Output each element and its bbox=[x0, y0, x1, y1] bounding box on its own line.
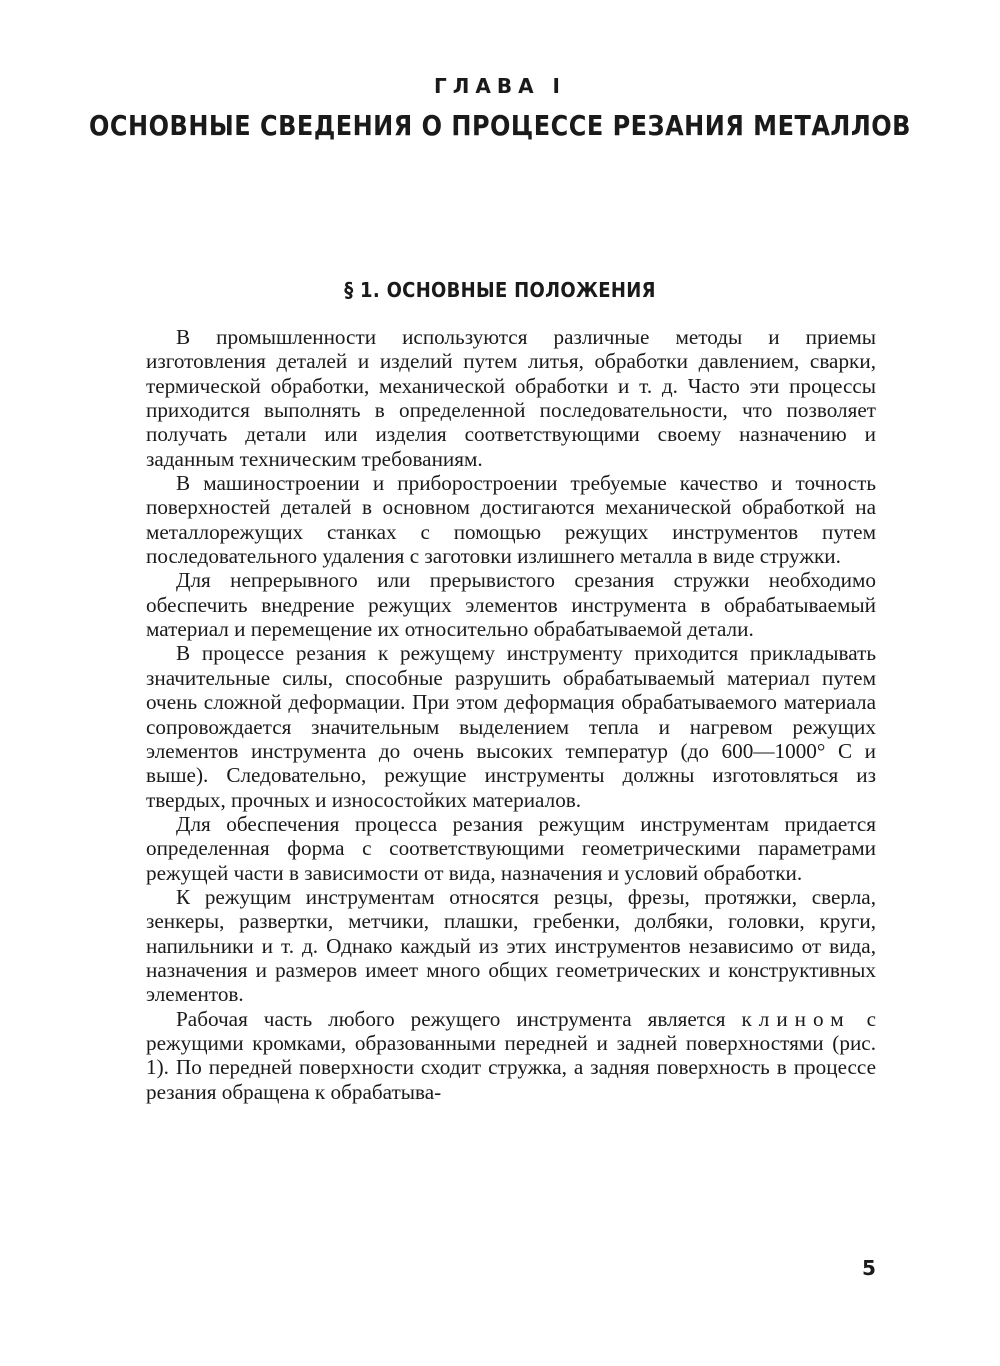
emphasized-term: клином bbox=[741, 1006, 851, 1031]
paragraph-7 bbox=[146, 1007, 876, 1104]
paragraph-7-end: с режущими кромками, образованными передней и задней поверхностями (рис. 1). По передней поверхности сходит стружка, а задняя поверхность в процессе резания обращена к обрабатыва- bbox=[146, 1006, 877, 1104]
paragraph-7-start: Рабочая часть любого режущего инструмента является bbox=[176, 1006, 726, 1031]
section-title: § 1. ОСНОВНЫЕ ПОЛОЖЕНИЯ bbox=[344, 278, 656, 303]
paragraph-3: Для непрерывного или прерывистого срезания стружки необходимо обеспечить внедрение режущих элементов инструмента в обрабатываемый материал и перемещение их относительно обрабатываемой детали. bbox=[146, 568, 876, 642]
page-number: 5 bbox=[862, 1256, 876, 1280]
paragraph-5: Для обеспечения процесса резания режущим инструментам придается определенная форма с соответствующими геометрическими параметрами режущей части в зависимости от вида, назначения и условий обработки. bbox=[146, 811, 876, 885]
paragraph-2: В машиностроении и приборостроении требуемые качество и точность поверхностей деталей в основном достигаются механической обработкой на металлорежущих станках с помощью режущих инструментов путем последовательного удаления с заготовки излишнего металла в виде стружки. bbox=[146, 471, 876, 569]
paragraph-6: К режущим инструментам относятся резцы, фрезы, протяжки, сверла, зенкеры, развертки, метчики, плашки, гребенки, долбяки, головки, круги, напильники и т. д. Однако каждый из этих инструментов независимо от вида, назначения и размеров имеет много общих геометрических и конструктивных элементов. bbox=[146, 884, 876, 1007]
chapter-label: ГЛАВА I bbox=[434, 74, 566, 98]
body-text bbox=[146, 325, 876, 1104]
chapter-title: ОСНОВНЫЕ СВЕДЕНИЯ О ПРОЦЕССЕ РЕЗАНИЯ МЕТАЛЛОВ bbox=[89, 109, 911, 143]
paragraph-1: В промышленности используются различные методы и приемы изготовления деталей и изделий путем литья, обработки давлением, сварки, термической обработки, механической обработки и т. д. Часто эти процессы приходится выполнять в определенной последовательности, что позволяет получать детали или изделия соответствующими своему назначению и заданным техническим требованиям. bbox=[146, 325, 876, 471]
paragraph-4: В процессе резания к режущему инструменту приходится прикладывать значительные силы, способные разрушить обрабатываемый материал путем очень сложной деформации. При этом деформация обрабатываемого материала сопровождается значительным выделением тепла и нагревом режущих элементов инструмента до очень высоких температур (до 600—1000° С и выше). Следовательно, режущие инструменты должны изготовляться из твердых, прочных и износостойких материалов. bbox=[146, 641, 876, 812]
